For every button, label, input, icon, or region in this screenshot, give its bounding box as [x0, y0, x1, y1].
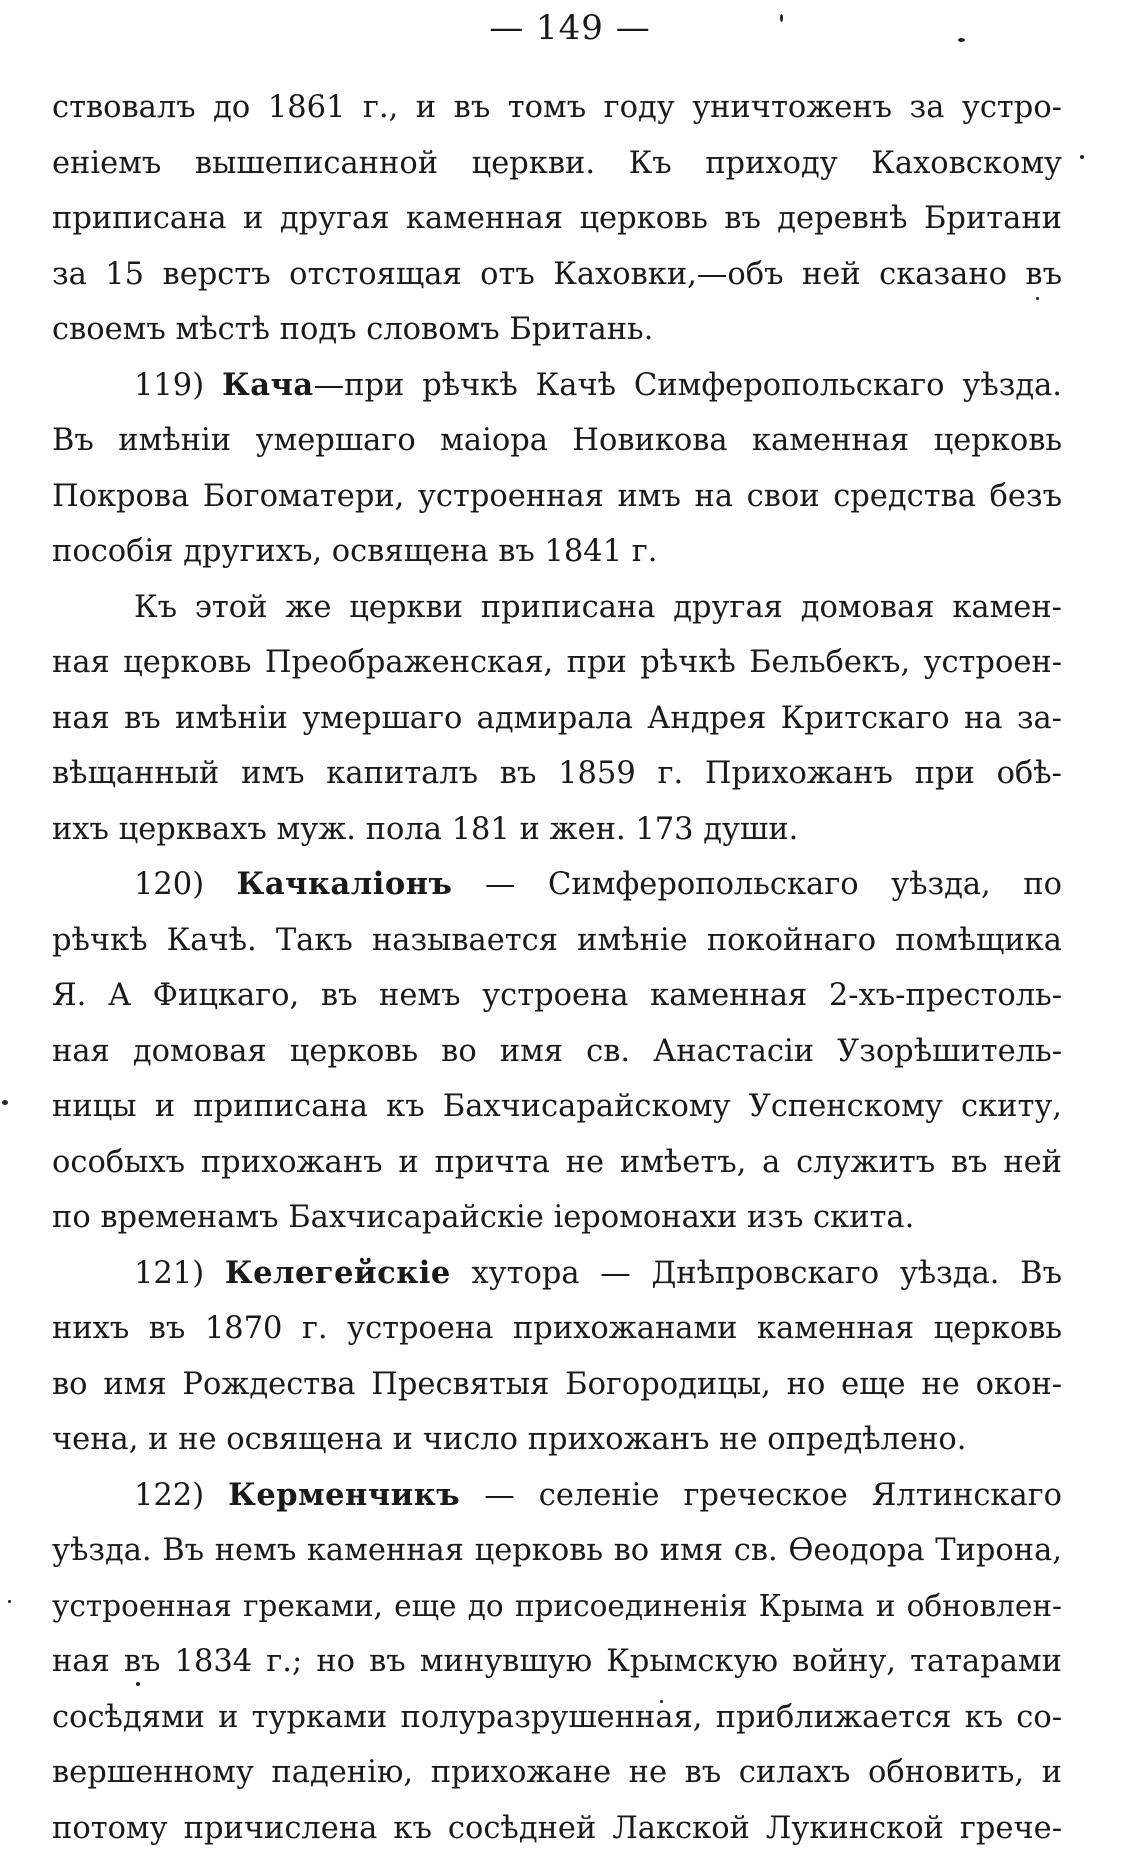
text-line: чена, и не освящена и число прихожанъ не опредѣлено. — [52, 1412, 1062, 1468]
entry-number: 120) — [134, 867, 204, 902]
entry-number: 119) — [134, 368, 204, 403]
entry-title: Кача — [222, 367, 314, 403]
entry-number: 122) — [134, 1478, 204, 1513]
entry-title: Качкаліонъ — [237, 866, 453, 902]
text-line: ихъ церквахъ муж. пола 181 и жен. 173 души. — [52, 802, 1062, 858]
text-line: пособія другихъ, освящена въ 1841 г. — [52, 524, 1062, 580]
text-line: ствовалъ до 1861 г., и въ томъ году уничтоженъ за устро- — [52, 80, 1062, 136]
paragraph-first-line: Къ этой же церкви приписана другая домовая камен- — [52, 580, 1062, 636]
entry-number: 121) — [134, 1256, 204, 1291]
entry-text: —при рѣчкѣ Качѣ Симферопольскаго уѣзда. — [314, 368, 1062, 403]
entry-122-heading-line — [52, 1468, 1062, 1524]
body-text — [52, 80, 1062, 1856]
page-number: — 149 — — [0, 8, 1140, 48]
text-line: вѣщанный имъ капиталъ въ 1859 г. Прихожанъ при обѣ- — [52, 746, 1062, 802]
text-line: Я. А Фицкаго, въ немъ устроена каменная 2-хъ-престоль- — [52, 968, 1062, 1024]
text-line: вершенному паденію, прихожане не въ силахъ обновить, и — [52, 1745, 1062, 1801]
text-line: сосѣдями и турками полуразрушенная, приближается къ со- — [52, 1690, 1062, 1746]
entry-text: хутора — Днѣпровскаго уѣзда. Въ — [451, 1256, 1062, 1291]
text-line: еніемъ вышеписанной церкви. Къ приходу Каховскому — [52, 136, 1062, 192]
print-speck — [780, 14, 783, 22]
print-speck — [958, 38, 965, 42]
entry-121-heading-line — [52, 1246, 1062, 1302]
text-line: по временамъ Бахчисарайскіе іеромонахи изъ скита. — [52, 1190, 1062, 1246]
text-line: потому причислена къ сосѣдней Лакской Лукинской грече- — [52, 1801, 1062, 1856]
entry-text: — селеніе греческое Ялтинскаго — [460, 1478, 1062, 1513]
entry-119-heading-line — [52, 358, 1062, 414]
text-line: ницы и приписана къ Бахчисарайскому Успенскому скиту, — [52, 1079, 1062, 1135]
text-line: особыхъ прихожанъ и причта не имѣетъ, а служитъ въ ней — [52, 1135, 1062, 1191]
entry-title: Келегейскіе — [225, 1255, 451, 1291]
text-line: своемъ мѣстѣ подъ словомъ Британь. — [52, 302, 1062, 358]
entry-title: Керменчикъ — [228, 1477, 460, 1513]
text-line: за 15 верстъ отстоящая отъ Каховки,—объ ней сказано въ — [52, 247, 1062, 303]
text-line: ная въ имѣніи умершаго адмирала Андрея Критскаго на за- — [52, 691, 1062, 747]
text-line: ная домовая церковь во имя св. Анастасіи Узорѣшитель- — [52, 1024, 1062, 1080]
print-speck — [2, 1100, 8, 1105]
print-speck — [8, 1600, 11, 1603]
text-line: во имя Рождества Пресвятыя Богородицы, но еще не окон- — [52, 1357, 1062, 1413]
text-line: ная въ 1834 г.; но въ минувшую Крымскую войну, татарами — [52, 1634, 1062, 1690]
text-line: Въ имѣніи умершаго маіора Новикова каменная церковь — [52, 413, 1062, 469]
text-line: устроенная греками, еще до присоединенія Крыма и обновлен- — [52, 1579, 1062, 1635]
text-line: рѣчкѣ Качѣ. Такъ называется имѣніе покойнаго помѣщика — [52, 913, 1062, 969]
text-line: уѣзда. Въ немъ каменная церковь во имя св. Ѳеодора Тирона, — [52, 1523, 1062, 1579]
entry-text: — Симферопольскаго уѣзда, по — [452, 867, 1062, 902]
text-line: приписана и другая каменная церковь въ деревнѣ Британи — [52, 191, 1062, 247]
entry-120-heading-line — [52, 857, 1062, 913]
text-line: Покрова Богоматери, устроенная имъ на свои средства безъ — [52, 469, 1062, 525]
print-speck — [1080, 155, 1084, 159]
text-line: ная церковь Преображенская, при рѣчкѣ Бельбекъ, устроен- — [52, 635, 1062, 691]
text-line: нихъ въ 1870 г. устроена прихожанами каменная церковь — [52, 1301, 1062, 1357]
